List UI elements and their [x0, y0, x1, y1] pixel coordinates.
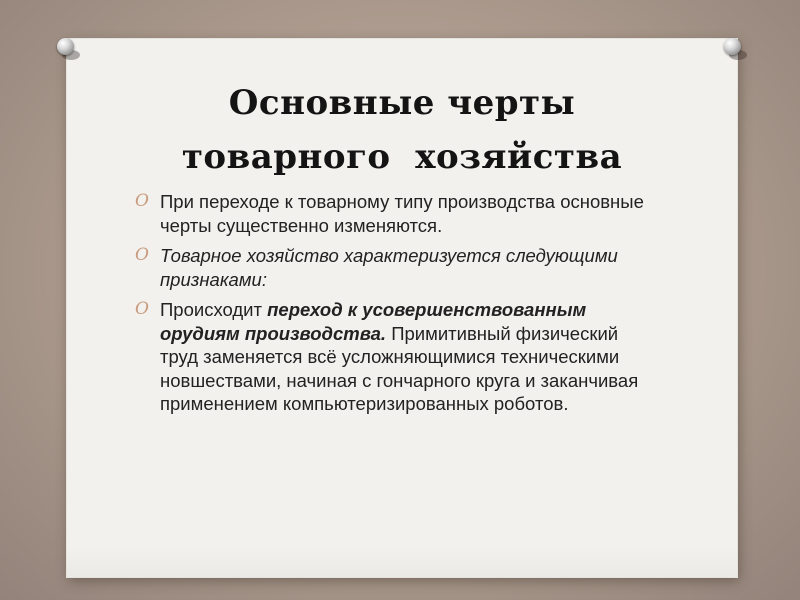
slide-title-line-2: товарного хозяйства	[181, 137, 623, 177]
bullet-marker-icon: O	[135, 245, 149, 265]
bullet-marker-icon: O	[135, 191, 149, 211]
slide-title	[67, 76, 737, 184]
slide-title-line-1: Основные черты	[228, 83, 576, 123]
bullet-item	[133, 244, 653, 291]
pushpin-icon	[55, 38, 77, 60]
bullet-marker-icon: O	[135, 299, 149, 319]
pushpin-icon	[722, 38, 744, 60]
bullet-text-lead: Происходит	[160, 299, 268, 320]
bullet-text-emphasis: переход к усовершенствованным орудиям производства.	[160, 299, 587, 344]
bullet-text: Товарное хозяйство характеризуется следующими признаками:	[160, 245, 618, 290]
bullet-list	[133, 190, 653, 423]
bullet-text	[160, 299, 638, 414]
bullet-item	[133, 298, 653, 416]
bullet-text-rest: Примитивный физический труд заменяется всё усложняющимися техническими новшествами, начиная с гончарного круга и заканчивая применением компьютеризированных роботов.	[160, 322, 639, 414]
bullet-item	[133, 190, 653, 237]
bullet-text: При переходе к товарному типу производства основные черты существенно изменяются.	[160, 191, 644, 236]
